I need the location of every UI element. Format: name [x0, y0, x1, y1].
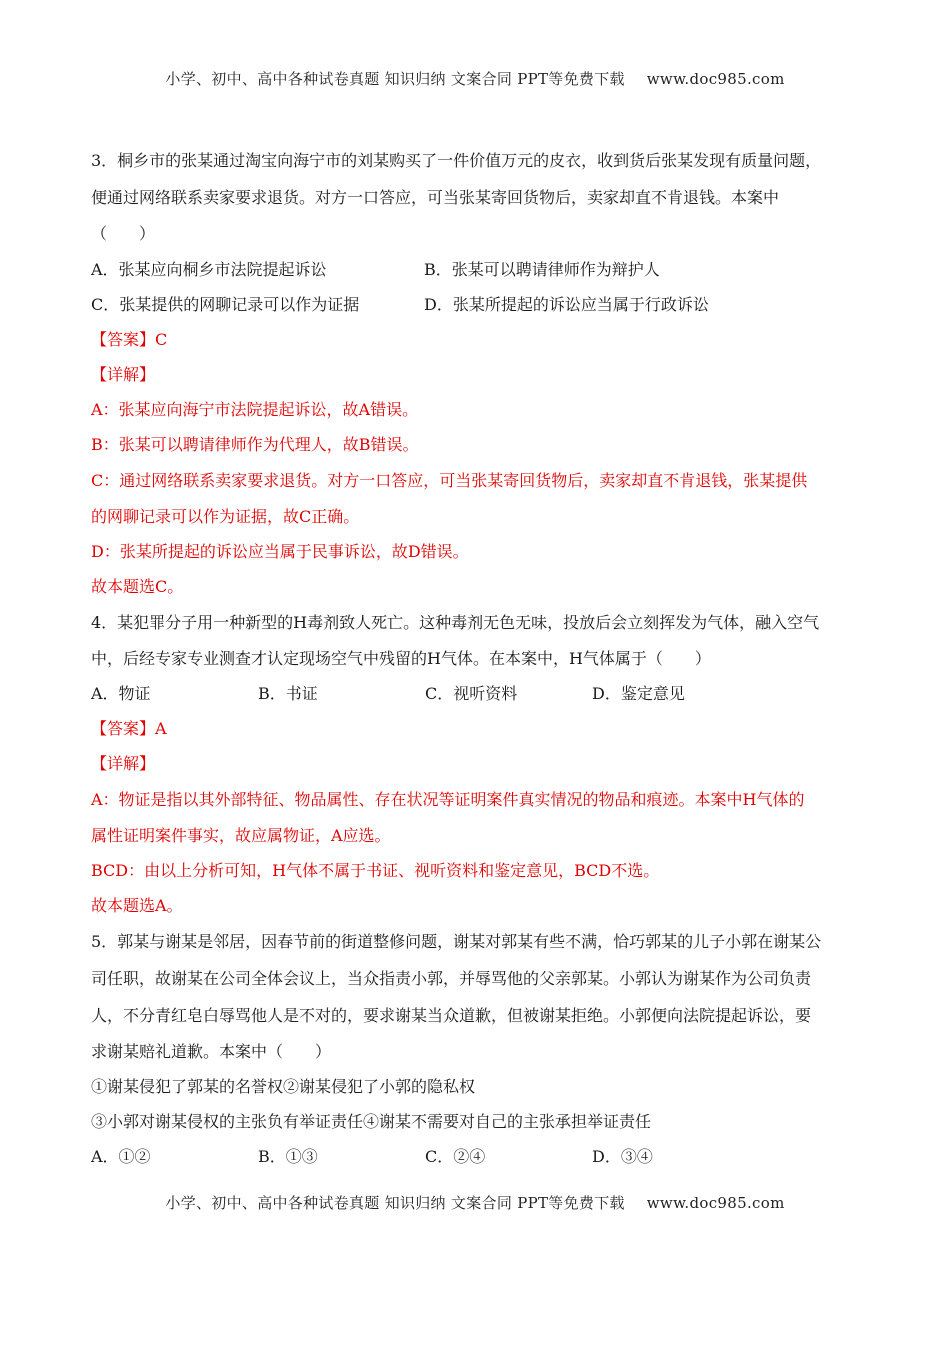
q5-stem-line: 求谢某赔礼道歉。本案中（ ）	[91, 1042, 332, 1061]
question-3	[91, 142, 861, 604]
answer-tag: 【答案】	[91, 330, 156, 349]
q3-option-b: B．张某可以聘请律师作为辩护人	[424, 260, 660, 279]
answer-tag: 【答案】	[91, 719, 156, 738]
q4-stem-line: 4．某犯罪分子用一种新型的H毒剂致人死亡。这种毒剂无色无味，投放后会立刻挥发为气体，融入空气	[91, 613, 820, 632]
q5-stem-line: 人，不分青红皂白辱骂他人是不对的，要求谢某当众道歉，但被谢某拒绝。小郭便向法院提起诉讼，要	[91, 1006, 812, 1025]
q5-stem-line: 司任职，故谢某在公司全体会议上，当众指责小郭，并辱骂他的父亲郭某。小郭认为谢某作为公司负责	[91, 969, 812, 988]
q5-option-b: B．①③	[258, 1147, 318, 1166]
footer-banner-url[interactable]: www.doc985.com	[646, 1194, 785, 1212]
q3-options-row	[91, 287, 861, 322]
q4-options-row	[91, 676, 861, 711]
q3-explanation-line: A：张某应向海宁市法院提起诉讼，故A错误。	[91, 400, 419, 419]
q4-explanation-line: A：物证是指以其外部特征、物品属性、存在状况等证明案件真实情况的物品和痕迹。本案中H气体的	[91, 790, 805, 809]
question-5	[91, 923, 861, 1174]
q5-option-d: D．③④	[592, 1147, 653, 1166]
q4-explanation-line: 属性证明案件事实，故应属物证，A应选。	[91, 826, 391, 845]
q3-conclusion: 故本题选C。	[91, 577, 184, 596]
answer-value: C	[155, 330, 168, 349]
q5-stem-line: 5．郭某与谢某是邻居，因春节前的街道整修问题，谢某对郭某有些不满，恰巧郭某的儿子小郭在谢某公	[91, 932, 822, 951]
question-4	[91, 604, 861, 923]
q3-explanation-line: C：通过网络联系卖家要求退货。对方一口答应，可当张某寄回货物后，卖家却直不肯退钱，张某提供	[91, 471, 808, 490]
q5-statement-line: ①谢某侵犯了郭某的名誉权②谢某侵犯了小郭的隐私权	[91, 1077, 476, 1096]
q3-explanation-line: D：张某所提起的诉讼应当属于民事诉讼，故D错误。	[91, 542, 469, 561]
q4-option-b: B．书证	[258, 684, 318, 703]
q3-explanation-line: 的网聊记录可以作为证据，故C正确。	[91, 507, 360, 526]
q3-detail-tag: 【详解】	[91, 365, 156, 384]
q5-option-c: C．②④	[425, 1147, 486, 1166]
q3-answer	[91, 322, 861, 357]
q4-stem-line: 中，后经专家专业测查才认定现场空气中残留的H气体。在本案中，H气体属于（ ）	[91, 649, 711, 668]
q4-option-a: A．物证	[91, 684, 151, 703]
q3-option-d: D．张某所提起的诉讼应当属于行政诉讼	[424, 295, 709, 314]
header-banner-url[interactable]: www.doc985.com	[646, 70, 785, 88]
q4-conclusion: 故本题选A。	[91, 896, 183, 915]
q3-option-a: A．张某应向桐乡市法院提起诉讼	[91, 260, 327, 279]
q3-stem-line: 便通过网络联系卖家要求退货。对方一口答应，可当张某寄回货物后，卖家却直不肯退钱。本案中	[91, 188, 780, 207]
q4-detail-tag: 【详解】	[91, 754, 156, 773]
answer-value: A	[155, 719, 167, 738]
q4-answer	[91, 711, 861, 746]
q3-option-c: C．张某提供的网聊记录可以作为证据	[91, 295, 360, 314]
footer-banner-text: 小学、初中、高中各种试卷真题 知识归纳 文案合同 PPT等免费下载	[165, 1194, 625, 1212]
q3-stem-line: 3．桐乡市的张某通过淘宝向海宁市的刘某购买了一件价值万元的皮衣，收到货后张某发现有质量问题，	[91, 151, 822, 170]
footer-banner	[0, 1192, 950, 1213]
header-banner	[0, 68, 950, 89]
q4-option-d: D．鉴定意见	[592, 684, 685, 703]
q5-option-a: A．①②	[91, 1147, 151, 1166]
q3-stem-line: （ ）	[91, 224, 156, 243]
header-banner-text: 小学、初中、高中各种试卷真题 知识归纳 文案合同 PPT等免费下载	[165, 70, 625, 88]
q4-option-c: C．视听资料	[425, 684, 518, 703]
q5-statement-line: ③小郭对谢某侵权的主张负有举证责任④谢某不需要对自己的主张承担举证责任	[91, 1112, 652, 1131]
q3-explanation-line: B：张某可以聘请律师作为代理人，故B错误。	[91, 435, 419, 454]
question-content	[91, 142, 861, 1174]
q5-options-row	[91, 1139, 861, 1174]
q3-options-row	[91, 252, 861, 287]
q4-explanation-line: BCD：由以上分析可知，H气体不属于书证、视听资料和鉴定意见，BCD不选。	[91, 861, 660, 880]
